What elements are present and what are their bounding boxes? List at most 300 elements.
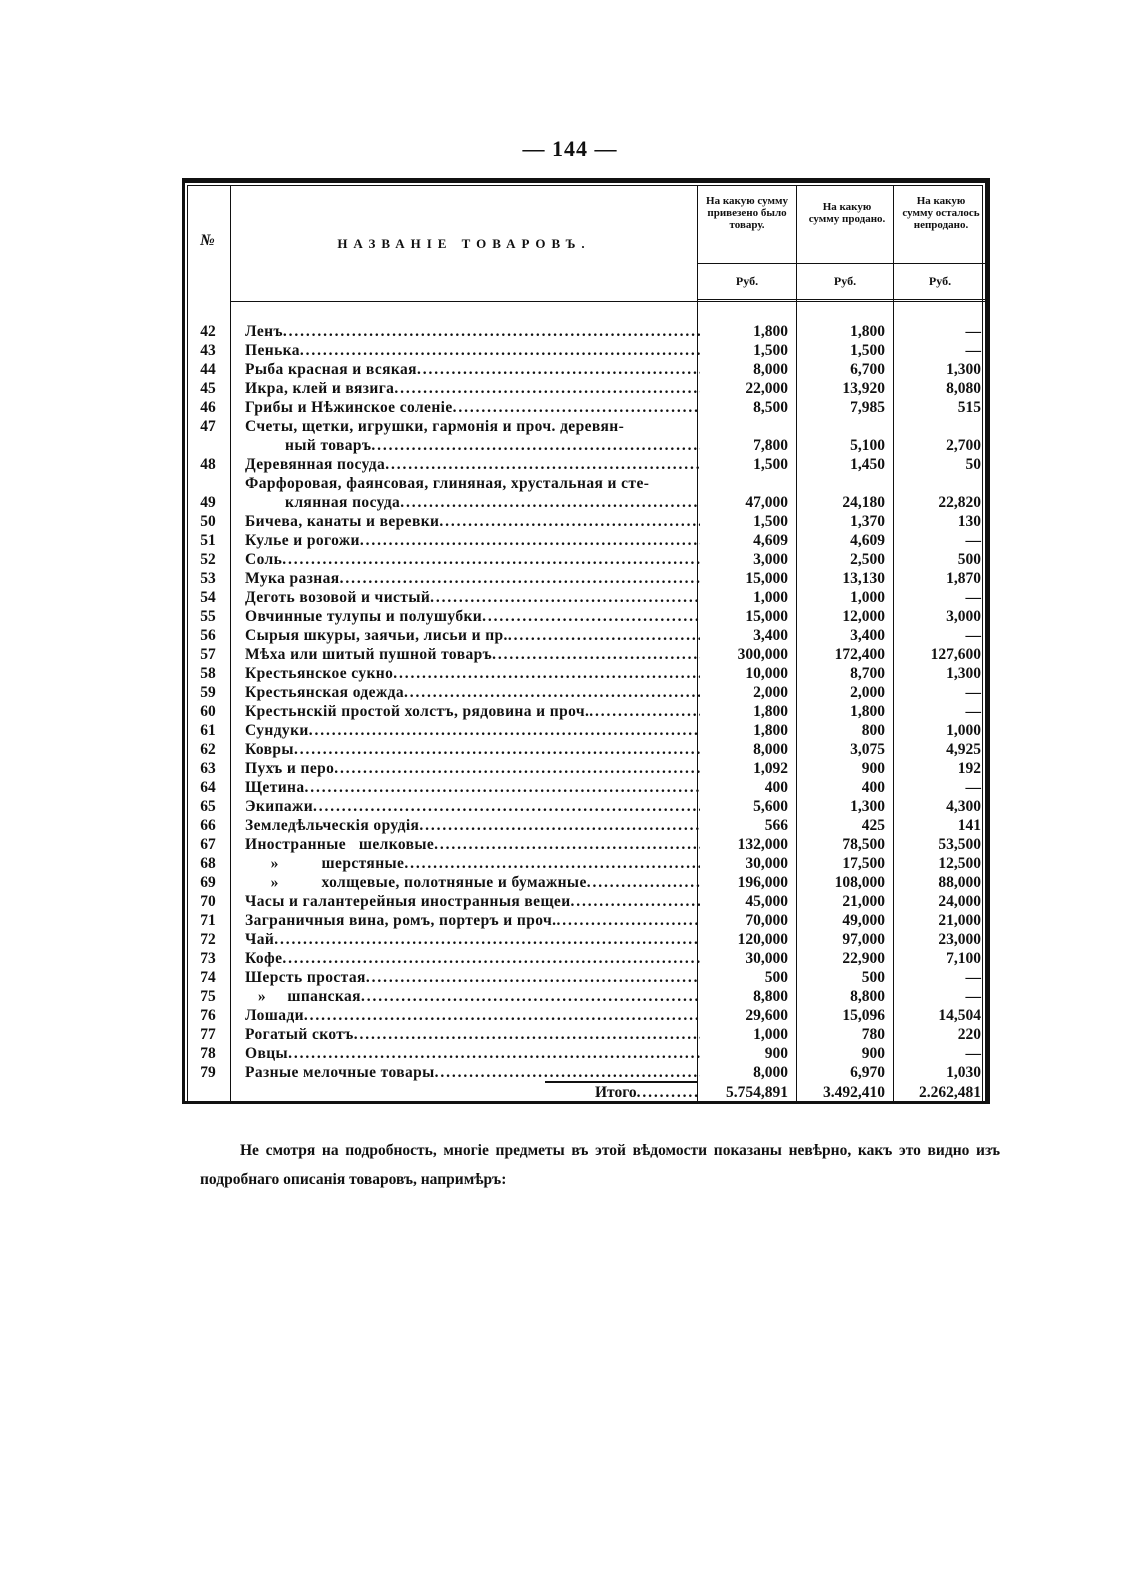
sold-value: 12,000 [842,608,885,625]
item-name [245,683,700,702]
dot-leader [300,341,700,360]
imported-value: 1,500 [753,342,788,359]
row-number: 69 [200,874,216,891]
item-name-text: Крестьянское сукно [245,665,394,682]
unsold-value: 4,300 [946,798,981,815]
unsold-value: 1,300 [946,665,981,682]
item-name-text: Деревянная посуда [245,456,386,473]
item-name-text: Овчинные тулупы и полушубки [245,608,483,625]
unsold-value: 8,080 [946,380,981,397]
sold-value: 1,370 [850,513,885,530]
item-name [245,474,700,493]
row-number: 67 [200,836,216,853]
sold-value: 13,130 [842,570,885,587]
item-name-text: Деготь возовой и чистый [245,589,431,606]
item-name-text: Грибы и Нѣжинское соленіе [245,399,453,416]
dot-leader [282,949,700,968]
paragraph-text: Не смотря на подробность, многіе предметы въ этой вѣдомости показаны невѣрно, какъ это видно изъ подробнаго описанія товаровъ, напримѣръ: [200,1142,1000,1188]
dot-leader [393,664,700,683]
imported-value: 400 [764,779,788,796]
dot-leader [385,455,700,474]
table-row [185,531,985,550]
sold-value: 8,700 [850,665,885,682]
item-name [245,740,700,759]
unsold-value: — [965,627,981,644]
unsold-value: — [965,589,981,606]
item-name [245,911,700,930]
sold-value: 2,000 [850,684,885,701]
row-number: 75 [200,988,216,1005]
unit-unsold: Руб. [928,274,952,288]
item-name-text: Икра, клей и вязига [245,380,395,397]
item-name-text: Экипажи [245,798,314,815]
item-name-text: Крестьнскій простой холстъ, рядовина и проч. [245,703,590,720]
imported-value: 1,000 [753,589,788,606]
sold-value: 1,450 [850,456,885,473]
item-name-text: Рогатый скотъ [245,1026,354,1043]
table-row [185,493,985,512]
item-name-text: Часы и галантерейныя иностранныя вещеи [245,893,571,910]
sold-value: 2,500 [850,551,885,568]
row-number: 71 [200,912,216,929]
row-number: 56 [200,627,216,644]
unsold-value: 50 [965,456,981,473]
sold-value: 1,300 [850,798,885,815]
table-row [185,854,985,873]
dot-leader [294,740,700,759]
sold-value: 1,800 [850,323,885,340]
goods-table [182,178,990,1104]
item-name [245,721,700,740]
imported-value: 22,000 [745,380,788,397]
row-number: 66 [200,817,216,834]
item-name-text: Бичева, канаты и веревки [245,513,440,530]
row-number: 57 [200,646,216,663]
unsold-value: 53,500 [938,836,981,853]
unsold-value: 21,000 [938,912,981,929]
dot-leader [587,873,700,892]
dot-leader [371,436,700,455]
dot-leader [360,531,700,550]
table-row [185,626,985,645]
item-name [245,322,700,341]
total-unsold: 2.262,481 [919,1084,981,1101]
item-name-text: Ковры [245,741,294,758]
dot-leader [417,360,700,379]
table-row [185,341,985,360]
imported-value: 1,800 [753,323,788,340]
table-row [185,683,985,702]
imported-value: 8,000 [753,1064,788,1081]
dot-leader [305,778,700,797]
row-number: 46 [200,399,216,416]
header-number: № [200,232,215,249]
row-number: 73 [200,950,216,967]
table-row [185,455,985,474]
item-name-text: клянная посуда [285,494,401,511]
dot-leader [274,930,700,949]
row-number: 47 [200,418,216,435]
row-number: 50 [200,513,216,530]
unsold-value: 23,000 [938,931,981,948]
item-name-text: Мѣха или шитый пушной товаръ [245,646,493,663]
sold-value: 172,400 [834,646,885,663]
item-name-text: » холщевые, полотняные и бумажные [245,874,587,891]
sold-value: 3,075 [850,741,885,758]
item-name [245,968,700,987]
dot-leader [453,398,700,417]
header-divider [697,263,985,264]
item-name [245,873,700,892]
dot-leader [304,1006,700,1025]
item-name [245,436,700,455]
dot-leader [313,797,700,816]
sold-value: 900 [861,1045,885,1062]
item-name [245,1006,700,1025]
table-row [185,968,985,987]
row-number: 48 [200,456,216,473]
row-number: 49 [200,494,216,511]
item-name-text: Пухъ и перо [245,760,335,777]
imported-value: 300,000 [737,646,788,663]
item-name [245,531,700,550]
row-number: 64 [200,779,216,796]
imported-value: 8,000 [753,361,788,378]
item-name [245,341,700,360]
dot-leader [589,702,700,721]
unsold-value: 192 [957,760,981,777]
item-name-text: Иностранные шелковые [245,836,435,853]
imported-value: 120,000 [737,931,788,948]
unsold-value: 22,820 [938,494,981,511]
row-number: 53 [200,570,216,587]
table-row [185,892,985,911]
item-name [245,1063,700,1082]
item-name [245,455,700,474]
imported-value: 132,000 [737,836,788,853]
item-name-text: » шпанская [245,988,361,1005]
row-number: 51 [200,532,216,549]
unsold-value: 12,500 [938,855,981,872]
table-row [185,512,985,531]
table-row [185,987,985,1006]
unsold-value: 220 [957,1026,981,1043]
item-name-text: Ленъ [245,323,283,340]
dot-leader [404,854,700,873]
imported-value: 47,000 [745,494,788,511]
unsold-value: 24,000 [938,893,981,910]
sold-value: 780 [861,1026,885,1043]
item-name [245,797,700,816]
unsold-value: — [965,323,981,340]
total-sold: 3.492,410 [823,1084,885,1101]
item-name [245,588,700,607]
sold-value: 5,100 [850,437,885,454]
row-number: 72 [200,931,216,948]
row-number: 68 [200,855,216,872]
sold-value: 78,500 [842,836,885,853]
unsold-value: 7,100 [946,950,981,967]
item-name [245,417,700,436]
unit-sold: Руб. [833,274,857,288]
sold-value: 108,000 [834,874,885,891]
row-number: 74 [200,969,216,986]
unsold-value: 1,000 [946,722,981,739]
row-number: 77 [200,1026,216,1043]
item-name-text: Счеты, щетки, игрушки, гармонія и проч. деревян- [245,418,625,435]
item-name-text: Сундуки [245,722,309,739]
table-row [185,797,985,816]
sold-value: 4,609 [850,532,885,549]
table-row [185,360,985,379]
dot-leader [404,683,700,702]
table-row [185,816,985,835]
item-name-text: Пенька [245,342,300,359]
row-number: 60 [200,703,216,720]
row-number: 76 [200,1007,216,1024]
imported-value: 4,609 [753,532,788,549]
imported-value: 2,000 [753,684,788,701]
sold-value: 6,970 [850,1064,885,1081]
item-name [245,550,700,569]
header-sold: На какую сумму продано. [808,201,886,225]
item-name [245,379,700,398]
sold-value: 15,096 [842,1007,885,1024]
row-number: 44 [200,361,216,378]
table-row [185,474,985,493]
item-name-text: ный товаръ [285,437,372,454]
item-name [245,512,700,531]
unsold-value: — [965,684,981,701]
sold-value: 17,500 [842,855,885,872]
item-name-text: Сырыя шкуры, заячьи, лисьи и пр. [245,627,508,644]
sold-value: 1,000 [850,589,885,606]
dot-leader [340,569,700,588]
imported-value: 1,800 [753,722,788,739]
item-name [245,778,700,797]
item-name-text: Земледѣльческія орудія [245,817,420,834]
table-row [185,569,985,588]
imported-value: 3,000 [753,551,788,568]
imported-value: 1,500 [753,513,788,530]
unsold-value: 88,000 [938,874,981,891]
imported-value: 45,000 [745,893,788,910]
imported-value: 500 [764,969,788,986]
dot-leader [435,1063,700,1082]
table-row [185,436,985,455]
imported-value: 7,800 [753,437,788,454]
row-number: 52 [200,551,216,568]
item-name [245,835,700,854]
unsold-value: 4,925 [946,741,981,758]
unsold-value: 1,300 [946,361,981,378]
sold-value: 49,000 [842,912,885,929]
dot-leader [283,322,700,341]
table-row [185,1006,985,1025]
imported-value: 30,000 [745,950,788,967]
table-row [185,398,985,417]
header-imported: На какую сумму привезено было товару. [706,195,788,231]
item-name [245,816,700,835]
dot-leader [439,512,700,531]
unsold-value: — [965,779,981,796]
item-name-text: » шерстяные [245,855,405,872]
item-name [245,1025,700,1044]
dot-leader [334,759,700,778]
sold-value: 400 [861,779,885,796]
table-row [185,322,985,341]
unsold-value: 141 [957,817,981,834]
sold-value: 8,800 [850,988,885,1005]
item-name [245,702,700,721]
total-imported: 5.754,891 [726,1084,788,1101]
unsold-value: 515 [957,399,981,416]
imported-value: 900 [764,1045,788,1062]
imported-value: 30,000 [745,855,788,872]
dot-leader [637,1083,700,1103]
imported-value: 5,600 [753,798,788,815]
sold-value: 7,985 [850,399,885,416]
sold-value: 800 [861,722,885,739]
unit-imported: Руб. [735,274,759,288]
unsold-value: — [965,532,981,549]
table-row [185,645,985,664]
table-row [185,778,985,797]
imported-value: 70,000 [745,912,788,929]
sold-value: 1,500 [850,342,885,359]
table-row [185,702,985,721]
item-name [245,892,700,911]
item-name-text: Рыба красная и всякая [245,361,417,378]
table-row [185,759,985,778]
page-number: — 144 — [522,136,618,161]
item-name [245,626,700,645]
row-number: 63 [200,760,216,777]
item-name-text: Щетина [245,779,305,796]
item-name-text: Разные мелочные товары [245,1064,435,1081]
table-row [185,873,985,892]
unsold-value: — [965,988,981,1005]
imported-value: 8,800 [753,988,788,1005]
row-number: 70 [200,893,216,910]
imported-value: 15,000 [745,608,788,625]
row-number: 65 [200,798,216,815]
sold-value: 900 [861,760,885,777]
dot-leader [282,550,700,569]
dot-leader [430,588,700,607]
unsold-value: 1,030 [946,1064,981,1081]
item-name-text: Соль [245,551,283,568]
row-number: 79 [200,1064,216,1081]
unsold-value: 14,504 [938,1007,981,1024]
item-name-text: Лошади [245,1007,304,1024]
row-number: 58 [200,665,216,682]
dot-leader [400,493,700,512]
dot-leader [571,892,700,911]
imported-value: 196,000 [737,874,788,891]
dot-leader [361,987,700,1006]
row-number: 55 [200,608,216,625]
table-row [185,1063,985,1082]
imported-value: 1,800 [753,703,788,720]
row-number: 54 [200,589,216,606]
item-name-text: Шерсть простая [245,969,366,986]
item-name [245,360,700,379]
imported-value: 15,000 [745,570,788,587]
imported-value: 1,500 [753,456,788,473]
dot-leader [508,626,700,645]
row-number: 43 [200,342,216,359]
total-label: Итого [595,1084,637,1101]
table-row [185,949,985,968]
unsold-value: 1,870 [946,570,981,587]
item-name [245,664,700,683]
item-name-text: Заграничныя вина, ромъ, портеръ и проч. [245,912,557,929]
sold-value: 97,000 [842,931,885,948]
unsold-value: — [965,703,981,720]
table-body [185,322,985,1082]
header-unsold: На какую сумму осталось непродано. [902,195,980,231]
imported-value: 566 [764,817,788,834]
unsold-value: 130 [957,513,981,530]
row-number: 62 [200,741,216,758]
header-name: НАЗВАНІЕ ТОВАРОВЪ. [337,236,591,251]
dot-leader [419,816,700,835]
imported-value: 29,600 [745,1007,788,1024]
dot-leader [492,645,700,664]
table-row [185,588,985,607]
sold-value: 500 [861,969,885,986]
table-row [185,664,985,683]
sold-value: 3,400 [850,627,885,644]
row-number: 78 [200,1045,216,1062]
imported-value: 8,000 [753,741,788,758]
item-name-text: Овцы [245,1045,289,1062]
sold-value: 22,900 [842,950,885,967]
dot-leader [309,721,700,740]
dot-leader [482,607,700,626]
imported-value: 3,400 [753,627,788,644]
unsold-value: — [965,342,981,359]
imported-value: 1,092 [753,760,788,777]
unsold-value: 127,600 [930,646,981,663]
item-name [245,854,700,873]
table-row [185,835,985,854]
imported-value: 10,000 [745,665,788,682]
item-name-text: Кофе [245,950,283,967]
table-row [185,930,985,949]
table-row [185,721,985,740]
row-number: 42 [200,323,216,340]
item-name [245,645,700,664]
unsold-value: — [965,969,981,986]
header-divider [230,301,985,302]
table-row [185,911,985,930]
row-number: 59 [200,684,216,701]
item-name [245,569,700,588]
sold-value: 24,180 [842,494,885,511]
imported-value: 8,500 [753,399,788,416]
table-row [185,550,985,569]
table-row [185,1025,985,1044]
imported-value: 1,000 [753,1026,788,1043]
unsold-value: — [965,1045,981,1062]
item-name-text: Мука разная [245,570,340,587]
item-name [245,607,700,626]
total-row [185,1083,985,1103]
item-name [245,987,700,1006]
unsold-value: 500 [957,551,981,568]
